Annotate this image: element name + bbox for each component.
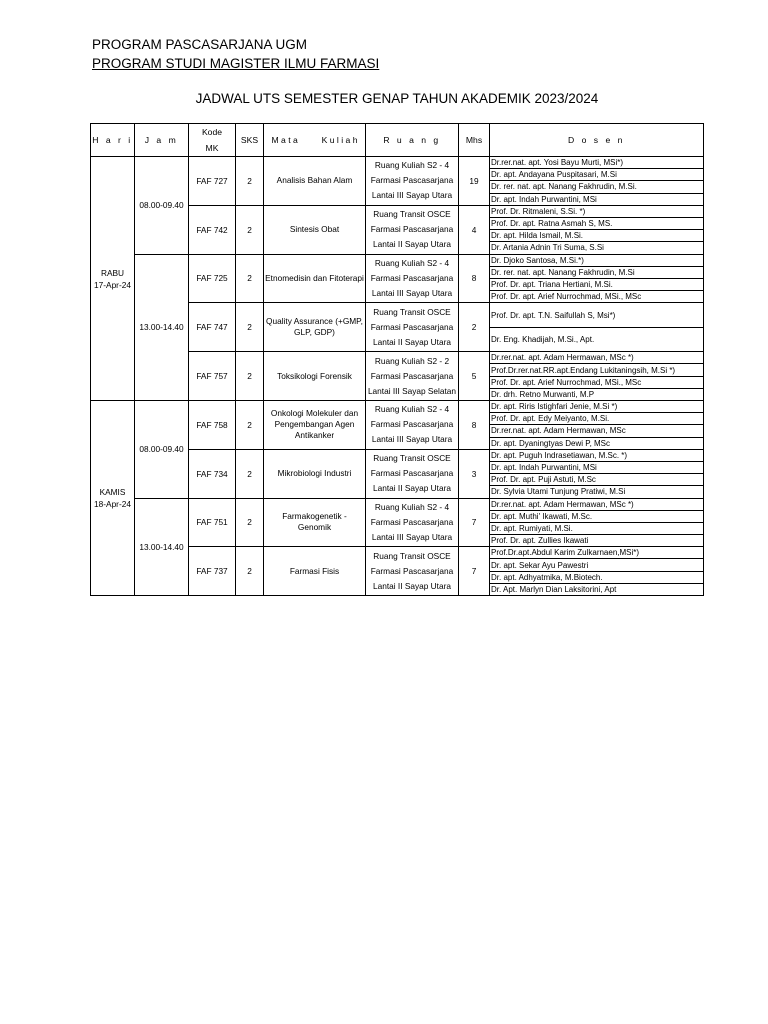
- lecturer-cell: Dr. Eng. Khadijah, M.Si., Apt.: [490, 327, 704, 352]
- lecturer-cell: Dr. apt. Puguh Indrasetiawan, M.Sc. *): [490, 449, 704, 461]
- course-name-cell: Mikrobiologi Industri: [264, 449, 366, 498]
- lecturer-cell: Prof. Dr. apt. Arief Nurrochmad, MSi., MSc: [490, 291, 704, 303]
- lecturer-cell: Prof. Dr. apt. T.N. Saifullah S, Msi*): [490, 303, 704, 328]
- lecturer-cell: Prof.Dr.rer.nat.RR.apt.Endang Lukitaningsih, M.Si *): [490, 364, 704, 376]
- lecturer-cell: Dr. drh. Retno Murwanti, M.P: [490, 388, 704, 400]
- study-program-title: PROGRAM STUDI MAGISTER ILMU FARMASI: [92, 56, 380, 71]
- col-header-ruang: R u a n g: [366, 124, 459, 157]
- lecturer-cell: Dr. rer. nat. apt. Nanang Fakhrudin, M.Si: [490, 266, 704, 278]
- lecturer-cell: Dr. Djoko Santosa, M.Si.*): [490, 254, 704, 266]
- table-row: [91, 254, 704, 266]
- lecturer-cell: Prof. Dr. apt. Arief Nurrochmad, MSi., MSc: [490, 376, 704, 388]
- room-cell: Ruang Kuliah S2 - 4 Farmasi Pascasarjana Lantai III Sayap Utara: [366, 498, 459, 547]
- course-name-cell: Farmakogenetik - Genomik: [264, 498, 366, 547]
- table-row: [91, 498, 704, 510]
- course-code-cell: FAF 734: [189, 449, 236, 498]
- credits-cell: 2: [236, 401, 264, 450]
- time-cell: 13.00-14.40: [135, 498, 189, 596]
- lecturer-cell: Dr. apt. Hilda Ismail, M.Si.: [490, 230, 704, 242]
- col-header-hari: H a r i: [91, 124, 135, 157]
- table-row: [91, 157, 704, 169]
- program-title: PROGRAM PASCASARJANA UGM: [92, 37, 308, 52]
- course-name-cell: Toksikologi Forensik: [264, 352, 366, 401]
- exam-schedule-table: [90, 123, 704, 596]
- lecturer-cell: Dr.rer.nat. apt. Adam Hermawan, MSc *): [490, 498, 704, 510]
- lecturer-cell: Dr. apt. Dyaningtyas Dewi P, MSc: [490, 437, 704, 449]
- col-header-sks: SKS: [236, 124, 264, 157]
- students-count-cell: 7: [459, 498, 490, 547]
- lecturer-cell: Prof. Dr. apt. Zullies Ikawati: [490, 535, 704, 547]
- course-name-cell: Sintesis Obat: [264, 205, 366, 254]
- col-header-dosen: D o s e n: [490, 124, 704, 157]
- course-code-cell: FAF 751: [189, 498, 236, 547]
- room-cell: Ruang Kuliah S2 - 2 Farmasi Pascasarjana Lantai III Sayap Selatan: [366, 352, 459, 401]
- lecturer-cell: Prof. Dr. apt. Edy Meiyanto, M.Si.: [490, 413, 704, 425]
- students-count-cell: 8: [459, 401, 490, 450]
- col-header-jam: J a m: [135, 124, 189, 157]
- students-count-cell: 8: [459, 254, 490, 303]
- lecturer-cell: Dr. Apt. Marlyn Dian Laksitorini, Apt: [490, 583, 704, 595]
- lecturer-cell: Dr.rer.nat. apt. Adam Hermawan, MSc: [490, 425, 704, 437]
- time-cell: 13.00-14.40: [135, 254, 189, 401]
- room-cell: Ruang Transit OSCE Farmasi Pascasarjana Lantai II Sayap Utara: [366, 449, 459, 498]
- day-date: 17-Apr-24: [94, 279, 131, 290]
- room-cell: Ruang Kuliah S2 - 4 Farmasi Pascasarjana Lantai III Sayap Utara: [366, 401, 459, 450]
- lecturer-cell: Dr. apt. Indah Purwantini, MSi: [490, 193, 704, 205]
- course-code-cell: FAF 757: [189, 352, 236, 401]
- credits-cell: 2: [236, 498, 264, 547]
- room-cell: Ruang Kuliah S2 - 4 Farmasi Pascasarjana Lantai III Sayap Utara: [366, 157, 459, 206]
- course-code-cell: FAF 727: [189, 157, 236, 206]
- time-cell: 08.00-09.40: [135, 401, 189, 499]
- lecturer-cell: Dr. apt. Riris Istighfari Jenie, M.Si *): [490, 401, 704, 413]
- day-date: 18-Apr-24: [94, 499, 131, 509]
- students-count-cell: 4: [459, 205, 490, 254]
- students-count-cell: 19: [459, 157, 490, 206]
- day-name: RABU: [100, 267, 125, 278]
- lecturer-cell: Dr.rer.nat. apt. Yosi Bayu Murti, MSi*): [490, 157, 704, 169]
- table-header-row: [91, 124, 704, 157]
- schedule-title: JADWAL UTS SEMESTER GENAP TAHUN AKADEMIK 2023/2024: [195, 91, 599, 106]
- course-code-cell: FAF 725: [189, 254, 236, 303]
- credits-cell: 2: [236, 205, 264, 254]
- room-cell: Ruang Kuliah S2 - 4 Farmasi Pascasarjana Lantai III Sayap Utara: [366, 254, 459, 303]
- col-header-matakuliah: M a t a K u l i a h: [264, 124, 366, 157]
- students-count-cell: 5: [459, 352, 490, 401]
- credits-cell: 2: [236, 157, 264, 206]
- lecturer-cell: Dr. apt. Sekar Ayu Pawestri: [490, 559, 704, 571]
- course-name-cell: Quality Assurance (+GMP, GLP, GDP): [264, 303, 366, 352]
- course-code-cell: FAF 758: [189, 401, 236, 450]
- lecturer-cell: Prof.Dr.apt.Abdul Karim Zulkarnaen,MSi*): [490, 547, 704, 559]
- day-name: KAMIS: [99, 487, 126, 497]
- credits-cell: 2: [236, 303, 264, 352]
- col-header-kode: Kode MK: [189, 124, 236, 157]
- lecturer-cell: Dr. rer. nat. apt. Nanang Fakhrudin, M.Si.: [490, 181, 704, 193]
- lecturer-cell: Dr. apt. Indah Purwantini, MSi: [490, 461, 704, 473]
- students-count-cell: 7: [459, 547, 490, 596]
- lecturer-cell: Dr. Artania Adnin Tri Suma, S.Si: [490, 242, 704, 254]
- lecturer-cell: Dr.rer.nat. apt. Adam Hermawan, MSc *): [490, 352, 704, 364]
- lecturer-cell: Prof. Dr. apt. Puji Astuti, M.Sc: [490, 474, 704, 486]
- room-cell: Ruang Transit OSCE Farmasi Pascasarjana Lantai II Sayap Utara: [366, 547, 459, 596]
- lecturer-cell: Prof. Dr. apt. Triana Hertiani, M.Si.: [490, 278, 704, 290]
- lecturer-cell: Dr. Sylvia Utami Tunjung Pratiwi, M.Si: [490, 486, 704, 498]
- schedule-body: [91, 124, 704, 596]
- table-row: [91, 401, 704, 413]
- room-cell: Ruang Transit OSCE Farmasi Pascasarjana Lantai II Sayap Utara: [366, 205, 459, 254]
- course-name-cell: Analisis Bahan Alam: [264, 157, 366, 206]
- course-name-cell: Farmasi Fisis: [264, 547, 366, 596]
- students-count-cell: 3: [459, 449, 490, 498]
- course-code-cell: FAF 747: [189, 303, 236, 352]
- day-cell: [91, 401, 135, 596]
- lecturer-cell: Dr. apt. Andayana Puspitasari, M.Si: [490, 169, 704, 181]
- day-cell: [91, 157, 135, 401]
- students-count-cell: 2: [459, 303, 490, 352]
- col-header-mhs: Mhs: [459, 124, 490, 157]
- lecturer-cell: Dr. apt. Muthi' Ikawati, M.Sc.: [490, 510, 704, 522]
- room-cell: Ruang Transit OSCE Farmasi Pascasarjana Lantai II Sayap Utara: [366, 303, 459, 352]
- lecturer-cell: Dr. apt. Rumiyati, M.Si.: [490, 522, 704, 534]
- credits-cell: 2: [236, 352, 264, 401]
- credits-cell: 2: [236, 547, 264, 596]
- lecturer-cell: Dr. apt. Adhyatmika, M.Biotech.: [490, 571, 704, 583]
- lecturer-cell: Prof. Dr. Ritmaleni, S.Si. *): [490, 205, 704, 217]
- course-code-cell: FAF 742: [189, 205, 236, 254]
- course-name-cell: Etnomedisin dan Fitoterapi: [264, 254, 366, 303]
- course-name-cell: Onkologi Molekuler dan Pengembangan Agen Antikanker: [264, 401, 366, 450]
- credits-cell: 2: [236, 449, 264, 498]
- course-code-cell: FAF 737: [189, 547, 236, 596]
- lecturer-cell: Prof. Dr. apt. Ratna Asmah S, MS.: [490, 217, 704, 229]
- time-cell: 08.00-09.40: [135, 157, 189, 255]
- credits-cell: 2: [236, 254, 264, 303]
